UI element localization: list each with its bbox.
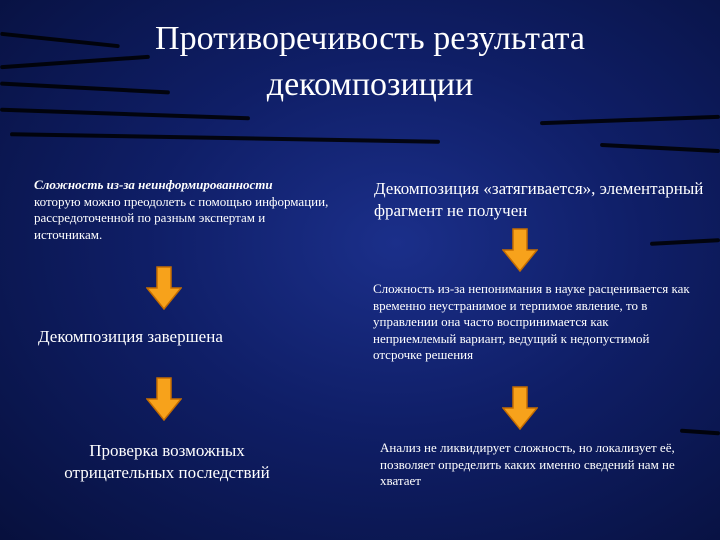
decorative-streak [540,115,720,125]
check-consequences-text: Проверка возможных отрицательных последствий [64,441,270,482]
complexity-heading: Сложность из-за неинформированности [34,177,273,192]
decomposition-delayed-text: Декомпозиция «затягивается», элементарный фрагмент не получен [374,179,704,220]
analysis-result-text: Анализ не ликвидирует сложность, но локализует её, позволяет определить каких именно сведений нам не хватает [380,440,675,488]
arrow-down-icon [502,386,538,430]
complexity-uninformed-block [34,177,334,243]
title-line-1: Противоречивость результата [155,20,585,57]
decorative-streak [650,238,720,246]
arrow-down-icon [502,228,538,272]
decorative-streak [0,108,250,121]
decorative-streak [600,143,720,153]
decorative-streak [680,429,720,436]
decomposition-done-text: Декомпозиция завершена [38,327,223,346]
slide-title [90,16,650,108]
arrow-down-icon [146,377,182,421]
complexity-text: которую можно преодолеть с помощью информации, рассредоточенной по разным экспертам и источникам. [34,193,329,242]
complexity-misunderstanding-text: Сложность из-за непонимания в науке расценивается как временно неустранимое и терпимое явление, то в управлении она часто воспринимается как неприемлемый вариант, ведущий к недопустимой отсрочке решения [373,281,690,362]
title-line-2: декомпозиции [266,66,474,103]
arrow-down-icon [146,266,182,310]
decorative-streak [10,132,440,144]
